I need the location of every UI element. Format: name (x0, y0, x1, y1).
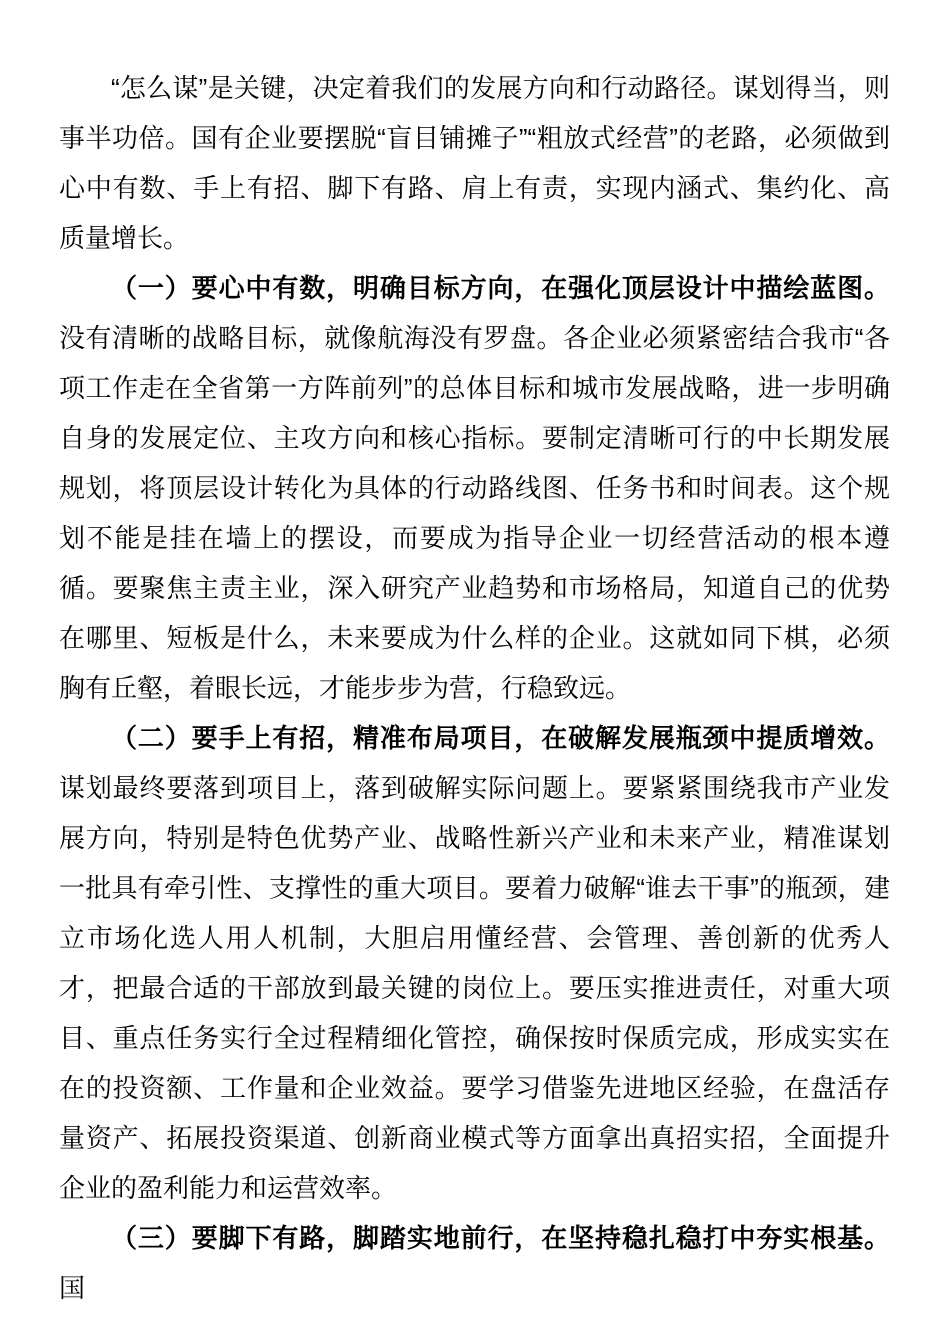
paragraph-section-2-body: 谋划最终要落到项目上，落到破解实际问题上。要紧紧围绕我市产业发展方向，特别是特色优势产业、战略性新兴产业和未来产业，精准谋划一批具有牵引性、支撑性的重大项目。要着力破解“谁去干事”的瓶颈，建立市场化选人用人机制，大胆启用懂经营、会管理、善创新的优秀人才，把最合适的干部放到最关键的岗位上。要压实推进责任，对重大项目、重点任务实行全过程精细化管控，确保按时保质完成，形成实实在在的投资额、工作量和企业效益。要学习借鉴先进地区经验，在盘活存量资产、拓展投资渠道、创新商业模式等方面拿出真招实招，全面提升企业的盈利能力和运营效率。 (59, 773, 890, 1203)
paragraph-section-1-body: 没有清晰的战略目标，就像航海没有罗盘。各企业必须紧密结合我市“各项工作走在全省第一方阵前列”的总体目标和城市发展战略，进一步明确自身的发展定位、主攻方向和核心指标。要制定清晰可行的中长期发展规划，将顶层设计转化为具体的行动路线图、任务书和时间表。这个规划不能是挂在墙上的摆设，而要成为指导企业一切经营活动的根本遵循。要聚焦主责主业，深入研究产业趋势和市场格局，知道自己的优势在哪里、短板是什么，未来要成为什么样的企业。这就如同下棋，必须胸有丘壑，着眼长远，才能步步为营，行稳致远。 (59, 323, 890, 703)
paragraph-section-1 (59, 263, 890, 713)
paragraph-intro-body: “怎么谋”是关键，决定着我们的发展方向和行动路径。谋划得当，则事半功倍。国有企业要摆脱“盲目铺摊子”“粗放式经营”的老路，必须做到心中有数、手上有招、脚下有路、肩上有责，实现内涵式、集约化、高质量增长。 (59, 73, 890, 253)
paragraph-section-3-body: 国 (59, 1273, 86, 1303)
paragraph-section-2-heading: （二）要手上有招，精准布局项目，在破解发展瓶颈中提质增效。 (111, 723, 890, 753)
paragraph-section-3-heading: （三）要脚下有路，脚踏实地前行，在坚持稳扎稳打中夯实根基。 (111, 1223, 890, 1253)
paragraph-section-2 (59, 713, 890, 1213)
paragraph-section-3 (59, 1213, 890, 1313)
paragraph-intro (59, 63, 890, 263)
paragraph-section-1-heading: （一）要心中有数，明确目标方向，在强化顶层设计中描绘蓝图。 (111, 273, 890, 303)
